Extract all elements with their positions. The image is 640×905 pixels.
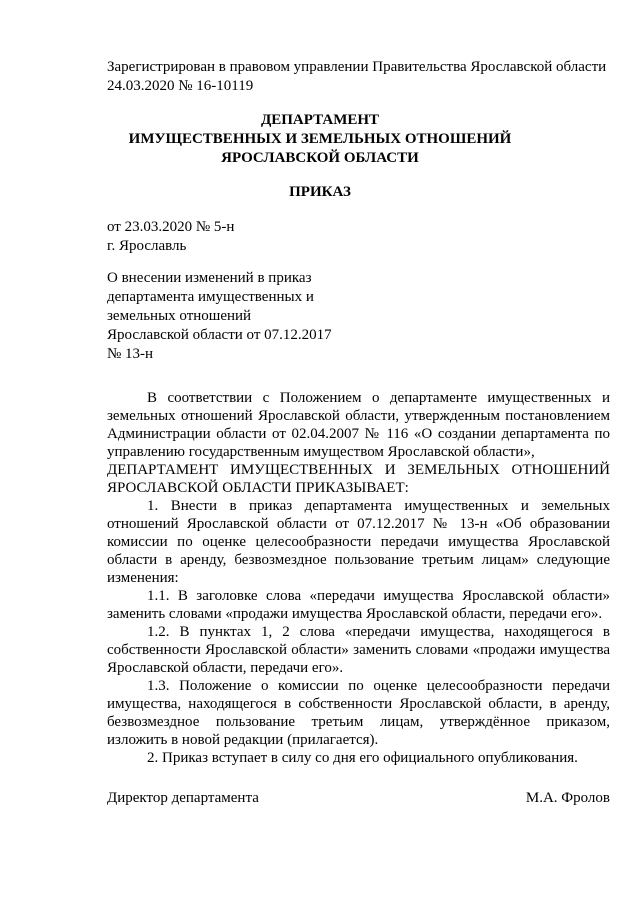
department-line-2: ИМУЩЕСТВЕННЫХ И ЗЕМЕЛЬНЫХ ОТНОШЕНИЙ	[128, 131, 512, 147]
order-subject	[107, 269, 347, 364]
subject-line: № 13-н	[107, 346, 154, 362]
body-item-1-2: 1.2. В пунктах 1, 2 слова «передачи имущества, находящегося в собственности Ярославской области» заменить словами «продажи имущества Ярославской области, передачи его».	[107, 624, 610, 676]
department-heading	[0, 111, 640, 168]
signature-position: Директор департамента	[107, 790, 259, 806]
subject-line: Ярославской области от 07.12.2017	[107, 327, 332, 343]
registration-line-1: Зарегистрирован в правовом управлении Правительства Ярославской области	[107, 59, 607, 75]
subject-line: земельных отношений	[107, 308, 252, 324]
registration-line-2: 24.03.2020 № 16-10119	[107, 78, 254, 94]
order-body	[107, 389, 610, 767]
body-item-1-3: 1.3. Положение о комиссии по оценке целесообразности передачи имущества, находящегося в собственности Ярославской области, в аренду, безвозмездное пользование третьим лицам, утверждённое приказом, изложить в новой редакции (прилагается).	[107, 678, 610, 748]
department-line-3: ЯРОСЛАВСКОЙ ОБЛАСТИ	[221, 150, 419, 166]
order-title: ПРИКАЗ	[289, 184, 351, 200]
signature-name: М.А. Фролов	[525, 790, 610, 806]
body-resolve: ДЕПАРТАМЕНТ ИМУЩЕСТВЕННЫХ И ЗЕМЕЛЬНЫХ ОТНОШЕНИЙ ЯРОСЛАВСКОЙ ОБЛАСТИ ПРИКАЗЫВАЕТ:	[107, 462, 610, 496]
body-item-1: 1. Внести в приказ департамента имущественных и земельных отношений Ярославской области от 07.12.2017 № 13-н «Об образовании комиссии по оценке целесообразности передачи имущества Ярославской области в аренду, безвозмездное пользование третьим лицам» следующие изменения:	[107, 498, 610, 586]
subject-line: О внесении изменений в приказ	[107, 270, 312, 286]
body-intro: В соответствии с Положением о департаменте имущественных и земельных отношений Ярославской области, утвержденным постановлением Администрации области от 02.04.2007 № 116 «О создании департамента по управлению государственным имуществом Ярославской области»,	[107, 390, 610, 460]
body-item-1-1: 1.1. В заголовке слова «передачи имущества Ярославской области» заменить словами «продажи имущества Ярославской области, передачи его».	[107, 588, 610, 622]
order-date-number: от 23.03.2020 № 5-н	[107, 219, 235, 235]
registration-stamp	[107, 58, 606, 96]
subject-line: департамента имущественных и	[107, 289, 314, 305]
signature-block	[107, 790, 610, 807]
department-line-1: ДЕПАРТАМЕНТ	[260, 112, 380, 128]
order-meta	[107, 218, 234, 256]
body-item-2: 2. Приказ вступает в силу со дня его официального опубликования.	[147, 750, 578, 766]
order-city: г. Ярославль	[107, 238, 187, 254]
